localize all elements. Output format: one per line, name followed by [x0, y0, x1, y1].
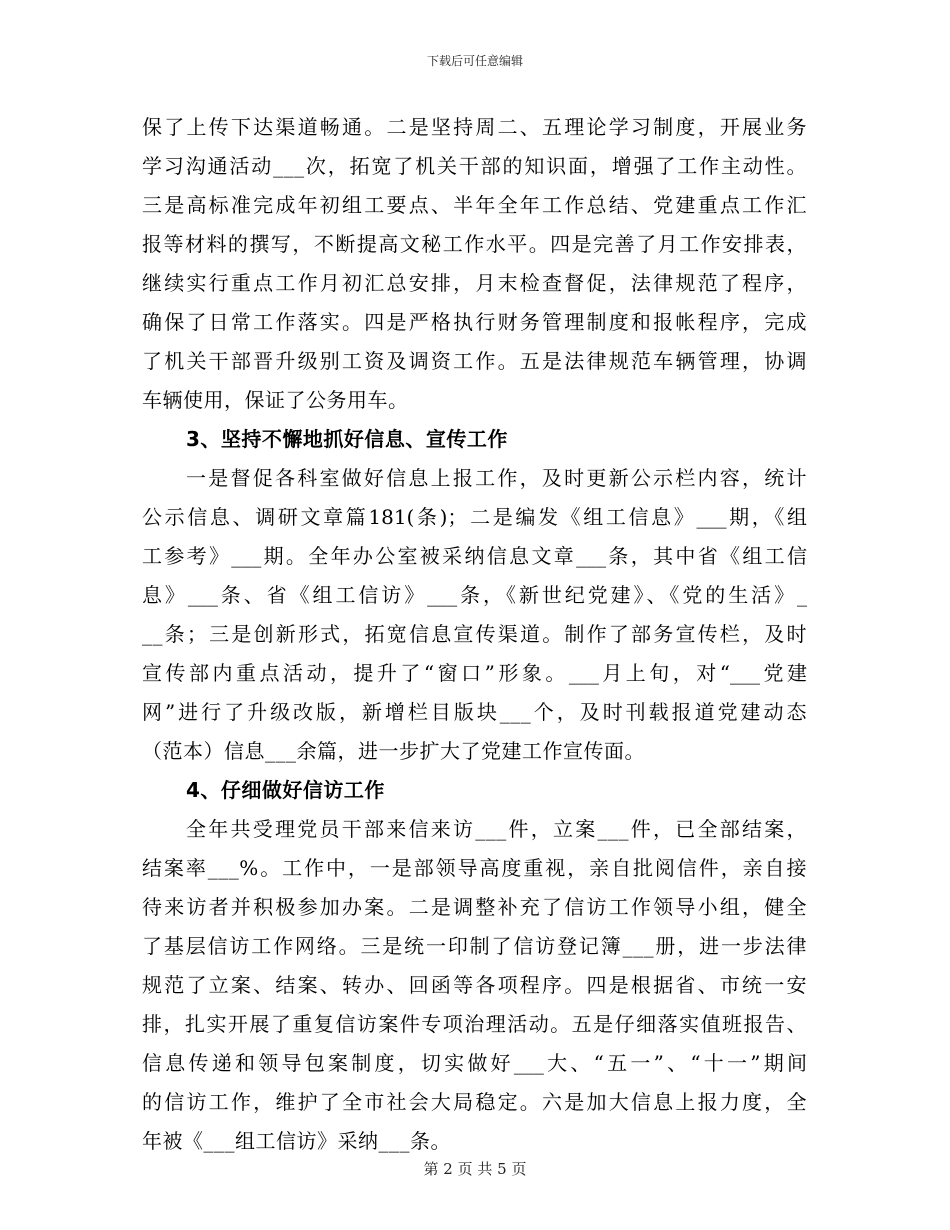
text-line: 宣传部内重点活动，提升了“窗口”形象。___月上旬，对“___党建 [142, 661, 807, 685]
text-line: 车辆使用，保证了公务用车。 [142, 388, 409, 412]
section-heading-4: 4、仔细做好信访工作 [186, 778, 385, 802]
text-line: 学习沟通活动___次，拓宽了机关干部的知识面，增强了工作主动性。 [142, 154, 807, 178]
text-line: 报等材料的撰写，不断提高文秘工作水平。四是完善了月工作安排表， [142, 232, 807, 256]
text-line: 待来访者并积极参加办案。二是调整补充了信访工作领导小组，健全 [142, 895, 807, 919]
text-line: 的信访工作，维护了全市社会大局稳定。六是加大信息上报力度，全 [142, 1090, 807, 1114]
text-line: 保了上传下达渠道畅通。二是坚持周二、五理论学习制度，开展业务 [142, 115, 807, 139]
paragraph-petitions [142, 810, 807, 1161]
text-line: 了机关干部晋升级别工资及调资工作。五是法律规范车辆管理，协调 [142, 349, 807, 373]
text-line: 息》___条、省《组工信访》___条，《新世纪党建》、《党的生活》_ [142, 583, 807, 607]
page-header: 下载后可任意编辑 [426, 54, 523, 68]
text-line: 排，扎实开展了重复信访案件专项治理活动。五是仔细落实值班报告、 [142, 1012, 807, 1036]
text-line: 确保了日常工作落实。四是严格执行财务管理制度和报帐程序，完成 [142, 310, 807, 334]
text-line: 工参考》___期。全年办公室被采纳信息文章___条，其中省《组工信 [142, 544, 807, 568]
text-line: 网”进行了升级改版，新增栏目版块___个，及时刊载报道党建动态 [142, 700, 807, 724]
text-line: 全年共受理党员干部来信来访___件，立案___件，已全部结案， [186, 817, 807, 841]
text-line: （范本）信息___余篇，进一步扩大了党建工作宣传面。 [142, 739, 645, 763]
text-line: 结案率___%。工作中，一是部领导高度重视，亲自批阅信件，亲自接 [142, 856, 807, 880]
document-body [142, 108, 807, 1161]
text-line: 三是高标准完成年初组工要点、半年全年工作总结、党建重点工作汇 [142, 193, 807, 217]
section-heading-3: 3、坚持不懈地抓好信息、宣传工作 [186, 427, 508, 451]
text-line: 信息传递和领导包案制度，切实做好___大、“五一”、“十一”期间 [142, 1051, 807, 1075]
text-line: 一是督促各科室做好信息上报工作，及时更新公示栏内容，统计 [186, 466, 807, 490]
text-line: __条；三是创新形式，拓宽信息宣传渠道。制作了部务宣传栏，及时 [142, 622, 807, 646]
text-line: 规范了立案、结案、转办、回函等各项程序。四是根据省、市统一安 [142, 973, 807, 997]
paragraph-info-publicity [142, 459, 807, 771]
text-line: 继续实行重点工作月初汇总安排，月末检查督促，法律规范了程序， [142, 271, 807, 295]
paragraph-office-work [142, 108, 807, 420]
text-line: 年被《___组工信访》采纳___条。 [142, 1129, 451, 1153]
page-footer: 第 2 页 共 5 页 [423, 1160, 527, 1178]
text-line: 公示信息、调研文章篇181(条)；二是编发《组工信息》___期，《组 [142, 505, 807, 529]
text-line: 了基层信访工作网络。三是统一印制了信访登记簿___册，进一步法律 [142, 934, 807, 958]
